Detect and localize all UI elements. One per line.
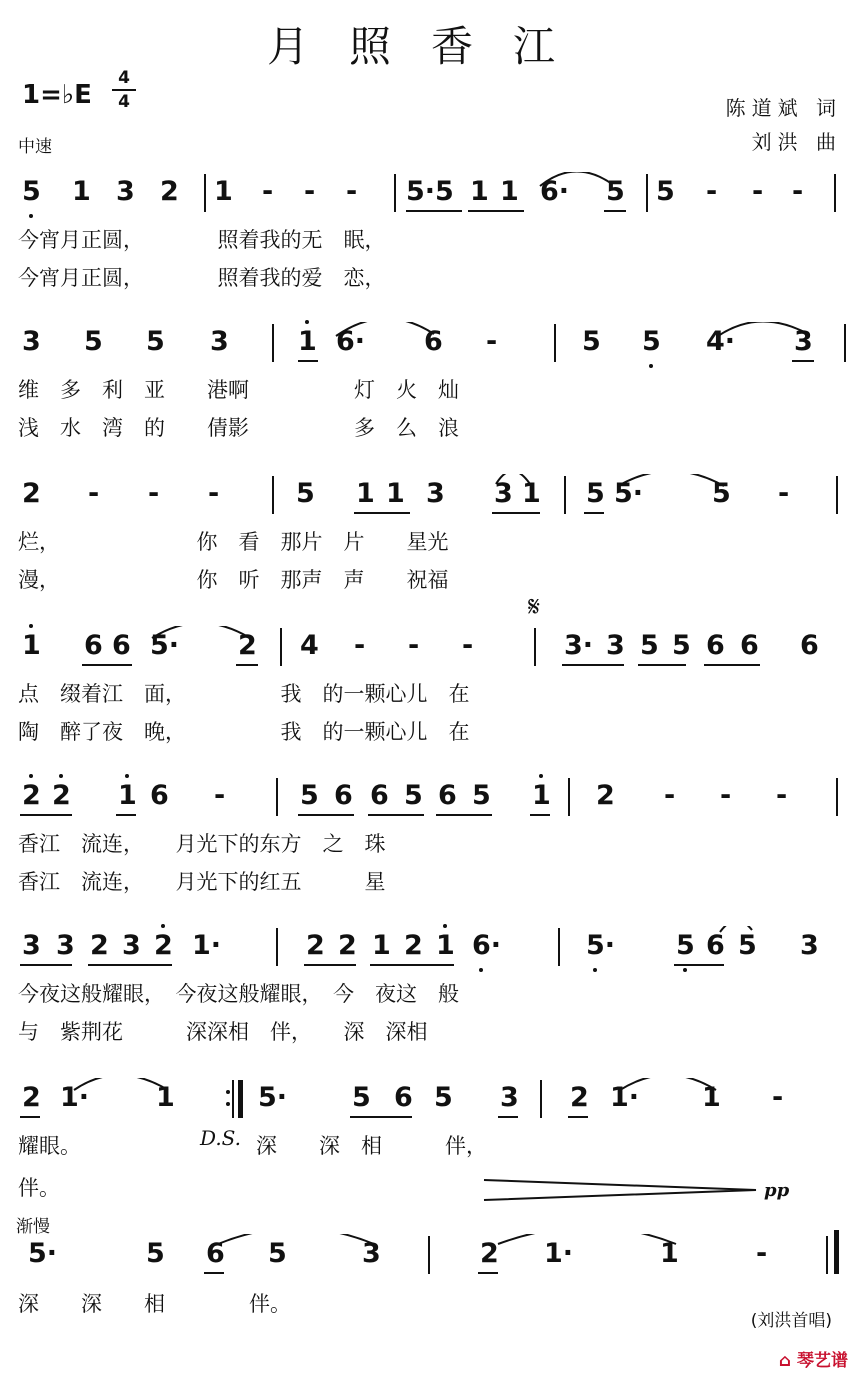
logo-icon: ⌂: [778, 1351, 792, 1371]
notes-row: [0, 776, 862, 816]
lyrics-verse-1: 维 多 利 亚 港啊 灯 火 灿: [18, 378, 459, 402]
note: 2: [22, 478, 41, 509]
note: 2: [480, 1238, 499, 1269]
note: 6: [84, 630, 103, 661]
note: -: [706, 176, 718, 207]
underline: [368, 814, 424, 816]
note: 1: [436, 930, 455, 961]
note: -: [304, 176, 316, 207]
note: 6·: [540, 176, 570, 207]
note: 5·: [150, 630, 180, 661]
barline: [836, 778, 838, 816]
lyrics-verse-2: 香江 流连， 月光下的红五 星: [18, 870, 386, 894]
watermark-logo: [779, 1346, 848, 1371]
key-signature: 1=♭E: [22, 80, 92, 110]
ritardando-marking: 渐慢: [16, 1217, 50, 1237]
score-system-3: [0, 474, 862, 624]
meter-top: 4: [118, 68, 130, 88]
note: 5: [146, 1238, 165, 1269]
meter-bottom: 4: [118, 92, 130, 112]
low-octave-dot: [479, 968, 483, 972]
barline: [276, 778, 278, 816]
note: 6: [394, 1082, 413, 1113]
note: 3: [800, 930, 819, 961]
note: -: [214, 780, 226, 811]
note: 5: [434, 1082, 453, 1113]
lyrics-verse-2: 浅 水 湾 的 倩影 多 么 浪: [18, 416, 459, 440]
score-system-6: [0, 926, 862, 1076]
tempo-marking: 中速: [18, 137, 52, 157]
lyrics-verse-1: 烂， 你 看 那片 片 星光: [18, 530, 449, 554]
note: 1: [522, 478, 541, 509]
note: 1: [214, 176, 233, 207]
note: 5: [672, 630, 691, 661]
note: 5: [300, 780, 319, 811]
note: -: [354, 630, 366, 661]
note: 1: [470, 176, 489, 207]
note: -: [756, 1238, 768, 1269]
note: 6: [438, 780, 457, 811]
note: 3: [426, 478, 445, 509]
note: 5: [738, 930, 757, 961]
watermark-text: 琴艺谱: [797, 1351, 848, 1371]
note: 5·5: [406, 176, 454, 207]
slur-layer: [0, 322, 862, 362]
note: 5: [640, 630, 659, 661]
note: -: [262, 176, 274, 207]
slur-layer: [0, 474, 862, 514]
low-octave-dot: [649, 364, 653, 368]
note: -: [720, 780, 732, 811]
note: 1: [118, 780, 137, 811]
low-octave-dot: [683, 968, 687, 972]
note: 5: [404, 780, 423, 811]
high-octave-dot: [539, 774, 543, 778]
meter-line: [112, 89, 136, 91]
note: 5: [676, 930, 695, 961]
note: 1: [702, 1082, 721, 1113]
lyrics-verse-1: 耀眼。: [18, 1134, 81, 1158]
note: 6: [334, 780, 353, 811]
note: 3: [56, 930, 75, 961]
note: 6·: [472, 930, 502, 961]
note: 2: [596, 780, 615, 811]
note: 3: [794, 326, 813, 357]
note: 6: [800, 630, 819, 661]
note: 6: [370, 780, 389, 811]
note: 6: [150, 780, 169, 811]
high-octave-dot: [29, 774, 33, 778]
score-system-2: [0, 322, 862, 472]
note: 1: [660, 1238, 679, 1269]
slur-layer: [0, 926, 862, 966]
note: 3: [606, 630, 625, 661]
note: 4: [300, 630, 319, 661]
note: 1: [298, 326, 317, 357]
note: 5: [586, 478, 605, 509]
underline: [436, 814, 492, 816]
note: 3: [22, 930, 41, 961]
note: 5·: [614, 478, 644, 509]
note: -: [792, 176, 804, 207]
slur: [620, 1078, 716, 1090]
note: 1·: [192, 930, 222, 961]
slur-layer: [0, 626, 862, 666]
lyrics-verse-1: 香江 流连， 月光下的东方 之 珠: [18, 832, 386, 856]
note: -: [776, 780, 788, 811]
note: -: [486, 326, 498, 357]
note: -: [772, 1082, 784, 1113]
underline: [530, 814, 550, 816]
lyrics-verse-2: 陶 醉了夜 晚， 我 的一颗心儿 在: [18, 720, 470, 744]
score-system-1: [0, 172, 862, 322]
note: 2: [404, 930, 423, 961]
note: 4·: [706, 326, 736, 357]
note: 3·: [564, 630, 594, 661]
note: 1: [356, 478, 375, 509]
slur: [498, 1234, 676, 1244]
note: 1·: [60, 1082, 90, 1113]
lyrics-coda-line: 深 深 相 伴，: [256, 1134, 487, 1158]
note: 5: [642, 326, 661, 357]
note: 5: [582, 326, 601, 357]
note: 6: [112, 630, 131, 661]
lyrics-verse-2: 漫， 你 听 那声 声 祝福: [18, 568, 449, 592]
note: 3: [22, 326, 41, 357]
note: 1: [372, 930, 391, 961]
segno-sign: 𝄋: [528, 590, 541, 623]
note: 3: [362, 1238, 381, 1269]
note: 2: [52, 780, 71, 811]
note: 3: [494, 478, 513, 509]
decrescendo-hairpin: [480, 1178, 760, 1202]
score-system-8: [0, 1234, 862, 1384]
lyrics-verse-2: 与 紫荆花 深深相 伴， 深 深相: [18, 1020, 428, 1044]
slur: [540, 172, 612, 186]
slur: [720, 926, 752, 932]
note: -: [664, 780, 676, 811]
underline: [20, 814, 72, 816]
note: -: [88, 478, 100, 509]
note: 3: [122, 930, 141, 961]
note: 1: [72, 176, 91, 207]
note: 1: [22, 630, 41, 661]
note: 5: [606, 176, 625, 207]
note: -: [148, 478, 160, 509]
note: -: [346, 176, 358, 207]
note: 3: [500, 1082, 519, 1113]
note: 6: [206, 1238, 225, 1269]
lyrics-verse-2: 伴。: [18, 1176, 60, 1200]
performer-credit: (刘洪首唱): [750, 1311, 832, 1331]
note: 2: [22, 780, 41, 811]
note: 5·: [28, 1238, 58, 1269]
note: 2: [154, 930, 173, 961]
note: 2: [338, 930, 357, 961]
slur-layer: [0, 1234, 862, 1274]
note: 3: [210, 326, 229, 357]
lyricist-credit: 陈道斌 词: [725, 96, 842, 120]
lyrics-verse-1: 今宵月正圆， 照着我的无 眠，: [18, 228, 386, 252]
note: 6: [740, 630, 759, 661]
note: 5: [268, 1238, 287, 1269]
slur-layer: [0, 1078, 862, 1118]
note: 5: [656, 176, 675, 207]
note: 6: [706, 630, 725, 661]
note: 2: [160, 176, 179, 207]
lyrics-verse-1: 点 缀着江 面， 我 的一颗心儿 在: [18, 682, 470, 706]
note: 5: [22, 176, 41, 207]
note: 1: [500, 176, 519, 207]
slur: [496, 474, 530, 484]
note: 5: [296, 478, 315, 509]
dynamic-pp: pp: [764, 1180, 790, 1201]
note: 5: [84, 326, 103, 357]
song-title: 月照香江: [266, 22, 595, 71]
underline: [116, 814, 136, 816]
note: 1: [532, 780, 551, 811]
lyrics-verse-1: 深 深 相 伴。: [18, 1292, 291, 1316]
hairpin-lines: [484, 1180, 756, 1200]
underline: [298, 814, 354, 816]
low-octave-dot: [593, 968, 597, 972]
note: 5: [146, 326, 165, 357]
time-signature: [112, 68, 136, 112]
note: -: [208, 478, 220, 509]
note: 1: [156, 1082, 175, 1113]
note: 2: [90, 930, 109, 961]
slur: [618, 474, 724, 486]
high-octave-dot: [125, 774, 129, 778]
score-system-7: [0, 1078, 862, 1228]
note: 2: [238, 630, 257, 661]
note: -: [778, 478, 790, 509]
note: 1·: [610, 1082, 640, 1113]
note: -: [408, 630, 420, 661]
slur: [336, 322, 434, 336]
note: -: [752, 176, 764, 207]
note: 1: [386, 478, 405, 509]
note: 5: [712, 478, 731, 509]
note: -: [462, 630, 474, 661]
note: 3: [116, 176, 135, 207]
score-system-5: [0, 776, 862, 926]
slur: [152, 626, 250, 638]
note: 6: [706, 930, 725, 961]
note: 6: [424, 326, 443, 357]
barline: [568, 778, 570, 816]
note: 6·: [336, 326, 366, 357]
note: 5: [352, 1082, 371, 1113]
note: 5·: [586, 930, 616, 961]
slur-layer: [0, 172, 862, 212]
note: 5: [472, 780, 491, 811]
note: 2: [22, 1082, 41, 1113]
score-system-4: [0, 626, 862, 776]
slur: [218, 1234, 374, 1244]
note: 2: [570, 1082, 589, 1113]
note: 5·: [258, 1082, 288, 1113]
low-octave-dot: [29, 214, 33, 218]
ds-marking: D.S.: [200, 1126, 242, 1150]
composer-credit: 刘洪 曲: [751, 130, 842, 154]
note: 2: [306, 930, 325, 961]
slur: [74, 1078, 168, 1090]
lyrics-verse-1: 今夜这般耀眼， 今夜这般耀眼， 今 夜这 般: [18, 982, 459, 1006]
note: 1·: [544, 1238, 574, 1269]
high-octave-dot: [59, 774, 63, 778]
slur: [718, 322, 808, 336]
lyrics-verse-2: 今宵月正圆， 照着我的爱 恋，: [18, 266, 386, 290]
